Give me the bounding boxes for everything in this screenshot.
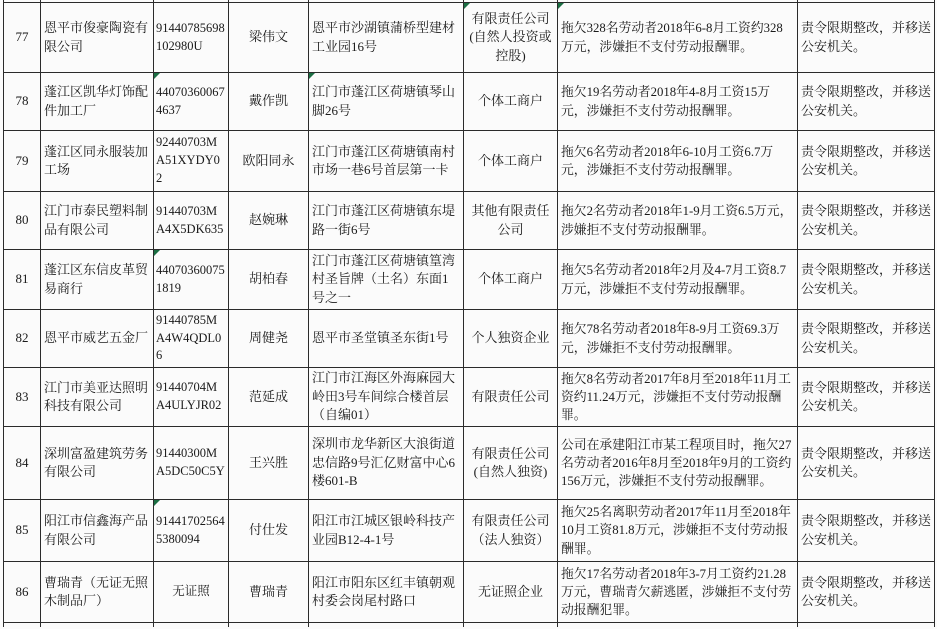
cell-company-type-text: 个体工商户 — [477, 93, 543, 109]
cell-row-number — [4, 368, 41, 427]
cell-company-name-text: 蓬江区凯华灯饰配件加工厂 — [44, 84, 149, 118]
cell-disposition-text: 责令限期整改，并移送公安机关。 — [801, 321, 932, 355]
cell-violation-facts-text: 拖欠25名离职劳动者2017年11月至2018年10月工资81.8万元，涉嫌拒不支付劳动报酬罪。 — [561, 505, 791, 556]
cell-credit-code-text: 91440785698102980U — [156, 20, 225, 53]
cell-disposition — [798, 250, 935, 310]
cell-credit-code — [154, 427, 229, 500]
cell-corner-flag-icon — [154, 250, 160, 256]
cell-company-type — [464, 131, 558, 192]
cell-disposition-text: 责令限期整改，并移送公安机关。 — [801, 84, 932, 118]
table-row — [4, 73, 935, 131]
cell-company-name-text: 恩平市威艺五金厂 — [44, 330, 149, 346]
cell-company-name — [41, 500, 154, 562]
cell-disposition — [798, 562, 935, 623]
cell-address-text: 江门市蓬江区荷塘镇琴山脚26号 — [312, 84, 456, 118]
cell-company-name — [41, 427, 154, 500]
cell-company-name — [41, 368, 154, 427]
cell-row-number-text: 79 — [15, 152, 29, 168]
partial-cell — [798, 623, 935, 628]
table-bottom-partial-row — [4, 623, 935, 628]
cell-credit-code — [154, 73, 229, 131]
cell-disposition-text: 责令限期整改，并移送公安机关。 — [801, 20, 932, 54]
cell-legal-person-text: 胡柏春 — [248, 271, 288, 287]
cell-address-text: 阳江市阳东区红丰镇朝观村委会岗尾村路口 — [312, 574, 456, 608]
cell-row-number — [4, 73, 41, 131]
cell-row-number — [4, 250, 41, 310]
cell-legal-person — [229, 192, 309, 250]
cell-company-name-text: 江门市泰民塑料制品有限公司 — [44, 203, 149, 237]
cell-disposition — [798, 310, 935, 368]
cell-company-type — [464, 250, 558, 310]
cell-credit-code-text: 91440703MA4X5DK635 — [156, 203, 224, 236]
cell-credit-code — [154, 368, 229, 427]
cell-corner-flag-icon — [309, 73, 315, 79]
cell-row-number-text: 81 — [15, 271, 29, 287]
cell-violation-facts-text: 公司在承建阳江市某工程项目时，拖欠27名劳动者2016年8月至2018年9月的工资约156万元，涉嫌拒不支付劳动报酬罪。 — [561, 437, 792, 489]
cell-row-number — [4, 427, 41, 500]
cell-legal-person-text: 王兴胜 — [248, 454, 288, 470]
cell-company-type-text: 个人独资企业 — [471, 330, 550, 346]
cell-corner-flag-icon — [464, 3, 470, 9]
cell-violation-facts-text: 拖欠17名劳动者2018年3-7月工资约21.28万元，曹瑞青欠薪逃匿，涉嫌拒不支付劳动报酬犯罪。 — [561, 566, 792, 618]
cell-corner-flag-icon — [154, 73, 160, 79]
cell-credit-code-text: 440703600751819 — [156, 262, 225, 295]
cell-credit-code-text: 91440785MA4W4QDL06 — [156, 312, 222, 363]
cell-company-name-text: 江门市美亚达照明科技有限公司 — [44, 379, 149, 413]
cell-row-number — [4, 192, 41, 250]
partial-cell — [309, 623, 464, 628]
table-row — [4, 250, 935, 310]
cell-row-number — [4, 131, 41, 192]
cell-company-name — [41, 131, 154, 192]
cell-company-name-text: 深圳富盈建筑劳务有限公司 — [44, 445, 149, 479]
cell-company-name-text: 恩平市俊豪陶瓷有限公司 — [44, 20, 149, 54]
cell-address-text: 阳江市江城区银岭科技产业园B12-4-1号 — [312, 513, 456, 547]
table-row — [4, 427, 935, 500]
cell-company-type-text: 有限责任公司（法人独资） — [471, 513, 550, 547]
cell-company-name — [41, 250, 154, 310]
cell-violation-facts-text: 拖欠5名劳动者2018年2月及4-7月工资8.7万元，涉嫌拒不支付劳动报酬罪。 — [561, 263, 787, 296]
table-row — [4, 131, 935, 192]
partial-cell — [464, 623, 558, 628]
cell-violation-facts — [558, 427, 798, 500]
cell-company-name — [41, 192, 154, 250]
cell-credit-code-text: 914417025645380094 — [156, 513, 225, 546]
cell-violation-facts-text: 拖欠8名劳动者2017年8月至2018年11月工资约11.24万元，涉嫌拒不支付劳动报酬罪。 — [561, 371, 791, 423]
cell-company-type — [464, 3, 558, 73]
violation-table — [3, 0, 935, 627]
cell-violation-facts — [558, 3, 798, 73]
cell-legal-person — [229, 3, 309, 73]
cell-disposition-text: 责令限期整改，并移送公安机关。 — [801, 379, 932, 413]
cell-legal-person — [229, 368, 309, 427]
partial-cell — [154, 623, 229, 628]
table-row — [4, 562, 935, 623]
cell-company-name-text: 阳江市信鑫海产品有限公司 — [44, 513, 149, 547]
cell-company-name — [41, 3, 154, 73]
cell-credit-code — [154, 192, 229, 250]
cell-row-number — [4, 562, 41, 623]
cell-row-number — [4, 310, 41, 368]
cell-row-number-text: 85 — [15, 522, 29, 538]
cell-row-number-text: 80 — [15, 212, 29, 228]
cell-legal-person — [229, 250, 309, 310]
cell-address — [309, 427, 464, 500]
cell-legal-person — [229, 310, 309, 368]
cell-legal-person — [229, 562, 309, 623]
cell-disposition-text: 责令限期整改，并移送公安机关。 — [801, 513, 932, 547]
cell-credit-code — [154, 131, 229, 192]
cell-address — [309, 192, 464, 250]
cell-disposition — [798, 192, 935, 250]
cell-violation-facts — [558, 368, 798, 427]
cell-credit-code-text: 91440704MA4ULYJR02 — [156, 380, 222, 412]
cell-disposition-text: 责令限期整改，并移送公安机关。 — [801, 203, 932, 237]
cell-disposition — [798, 427, 935, 500]
cell-address — [309, 3, 464, 73]
cell-address — [309, 500, 464, 562]
cell-row-number-text: 77 — [15, 29, 29, 45]
partial-cell — [41, 623, 154, 628]
cell-disposition — [798, 500, 935, 562]
cell-corner-flag-icon — [154, 500, 160, 506]
cell-legal-person-text: 曹瑞青 — [248, 583, 288, 599]
cell-row-number-text: 84 — [15, 454, 29, 470]
cell-violation-facts — [558, 500, 798, 562]
cell-address-text: 深圳市龙华新区大浪街道忠信路9号汇亿财富中心6楼601-B — [312, 436, 456, 489]
cell-company-name — [41, 562, 154, 623]
table-row — [4, 192, 935, 250]
cell-credit-code — [154, 3, 229, 73]
cell-disposition — [798, 131, 935, 192]
cell-company-type — [464, 192, 558, 250]
cell-credit-code — [154, 500, 229, 562]
cell-company-type — [464, 500, 558, 562]
cell-row-number-text: 82 — [15, 330, 29, 346]
cell-legal-person-text: 周健尧 — [248, 330, 288, 346]
cell-address — [309, 310, 464, 368]
cell-violation-facts-text: 拖欠328名劳动者2018年6-8月工资约328万元，涉嫌拒不支付劳动报酬罪。 — [561, 21, 783, 54]
cell-legal-person — [229, 500, 309, 562]
cell-address — [309, 368, 464, 427]
cell-row-number-text: 78 — [15, 93, 29, 109]
cell-credit-code-text: 92440703MA51XYDY02 — [156, 135, 220, 185]
cell-company-type-text: 其他有限责任公司 — [471, 203, 550, 237]
cell-disposition-text: 责令限期整改，并移送公安机关。 — [801, 574, 932, 608]
cell-violation-facts — [558, 310, 798, 368]
cell-address-text: 恩平市沙湖镇蒲桥型建材工业园16号 — [312, 20, 456, 54]
cell-legal-person — [229, 73, 309, 131]
cell-violation-facts-text: 拖欠6名劳动者2018年6-10月工资6.7万元，涉嫌拒不支付劳动报酬罪。 — [561, 144, 774, 177]
cell-violation-facts — [558, 131, 798, 192]
cell-company-type — [464, 427, 558, 500]
cell-company-type-text: 有限责任公司(自然人独资) — [471, 445, 550, 479]
partial-cell — [4, 623, 41, 628]
cell-credit-code-text: 91440300MA5DC50C5Y — [156, 446, 225, 478]
cell-company-name-text: 蓬江区东信皮革贸易商行 — [44, 262, 149, 296]
cell-violation-facts — [558, 192, 798, 250]
cell-violation-facts — [558, 250, 798, 310]
partial-cell — [229, 623, 309, 628]
table-row — [4, 368, 935, 427]
cell-company-type — [464, 310, 558, 368]
cell-address-text: 恩平市圣堂镇圣东街1号 — [312, 330, 449, 346]
cell-legal-person-text: 戴作凯 — [248, 93, 288, 109]
cell-company-type — [464, 368, 558, 427]
cell-company-type-text: 个体工商户 — [477, 271, 543, 287]
cell-legal-person — [229, 427, 309, 500]
cell-legal-person-text: 梁伟文 — [248, 29, 288, 45]
cell-company-type — [464, 562, 558, 623]
cell-row-number — [4, 3, 41, 73]
cell-credit-code — [154, 310, 229, 368]
cell-legal-person-text: 范延成 — [248, 388, 288, 404]
cell-company-name — [41, 73, 154, 131]
cell-credit-code — [154, 562, 229, 623]
cell-company-type-text: 有限责任公司(自然人投资或控股) — [469, 10, 552, 63]
cell-address-text: 江门市江海区外海麻园大岭田3号车间综合楼首层（自编01） — [312, 370, 456, 423]
partial-cell — [558, 623, 798, 628]
cell-company-type — [464, 73, 558, 131]
cell-disposition-text: 责令限期整改，并移送公安机关。 — [801, 143, 932, 177]
cell-row-number — [4, 500, 41, 562]
cell-legal-person-text: 赵婉琳 — [248, 212, 288, 228]
cell-address — [309, 73, 464, 131]
cell-disposition-text: 责令限期整改，并移送公安机关。 — [801, 445, 932, 479]
cell-credit-code-text: 440703600674637 — [156, 84, 225, 117]
cell-address — [309, 250, 464, 310]
cell-violation-facts — [558, 73, 798, 131]
cell-legal-person-text: 付仕发 — [248, 522, 288, 538]
cell-disposition-text: 责令限期整改，并移送公安机关。 — [801, 262, 932, 296]
table-row — [4, 3, 935, 73]
cell-corner-flag-icon — [558, 3, 564, 9]
cell-company-type-text: 有限责任公司 — [471, 388, 550, 404]
cell-violation-facts-text: 拖欠2名劳动者2018年1-9月工资6.5万元，涉嫌拒不支付劳动报酬罪。 — [561, 204, 793, 237]
cell-company-name — [41, 310, 154, 368]
cell-company-name-text: 蓬江区同永服装加工场 — [44, 143, 149, 177]
cell-disposition — [798, 3, 935, 73]
cell-row-number-text: 86 — [15, 583, 29, 599]
table-row — [4, 500, 935, 562]
cell-company-name-text: 曹瑞青（无证无照木制品厂） — [44, 574, 149, 608]
table-row — [4, 310, 935, 368]
cell-credit-code-text: 无证照 — [172, 584, 210, 599]
cell-violation-facts — [558, 562, 798, 623]
cell-address — [309, 131, 464, 192]
cell-violation-facts-text: 拖欠19名劳动者2018年4-8月工资15万元，涉嫌拒不支付劳动报酬罪。 — [561, 85, 771, 118]
cell-legal-person-text: 欧阳同永 — [242, 152, 295, 168]
cell-address-text: 江门市蓬江区荷塘镇篁湾村圣旨牌（土名）东面1号之一 — [312, 252, 456, 305]
cell-disposition — [798, 73, 935, 131]
cell-legal-person — [229, 131, 309, 192]
cell-address-text: 江门市蓬江区荷塘镇东堤路一街6号 — [312, 203, 456, 237]
cell-violation-facts-text: 拖欠78名劳动者2018年8-9月工资69.3万元，涉嫌拒不支付劳动报酬罪。 — [561, 322, 780, 355]
cell-company-type-text: 无证照企业 — [477, 583, 543, 599]
cell-address-text: 江门市蓬江区荷塘镇南村市场一巷6号首层第一卡 — [312, 143, 456, 177]
cell-row-number-text: 83 — [15, 388, 29, 404]
cell-disposition — [798, 368, 935, 427]
cell-credit-code — [154, 250, 229, 310]
cell-company-type-text: 个体工商户 — [477, 152, 543, 168]
cell-address — [309, 562, 464, 623]
